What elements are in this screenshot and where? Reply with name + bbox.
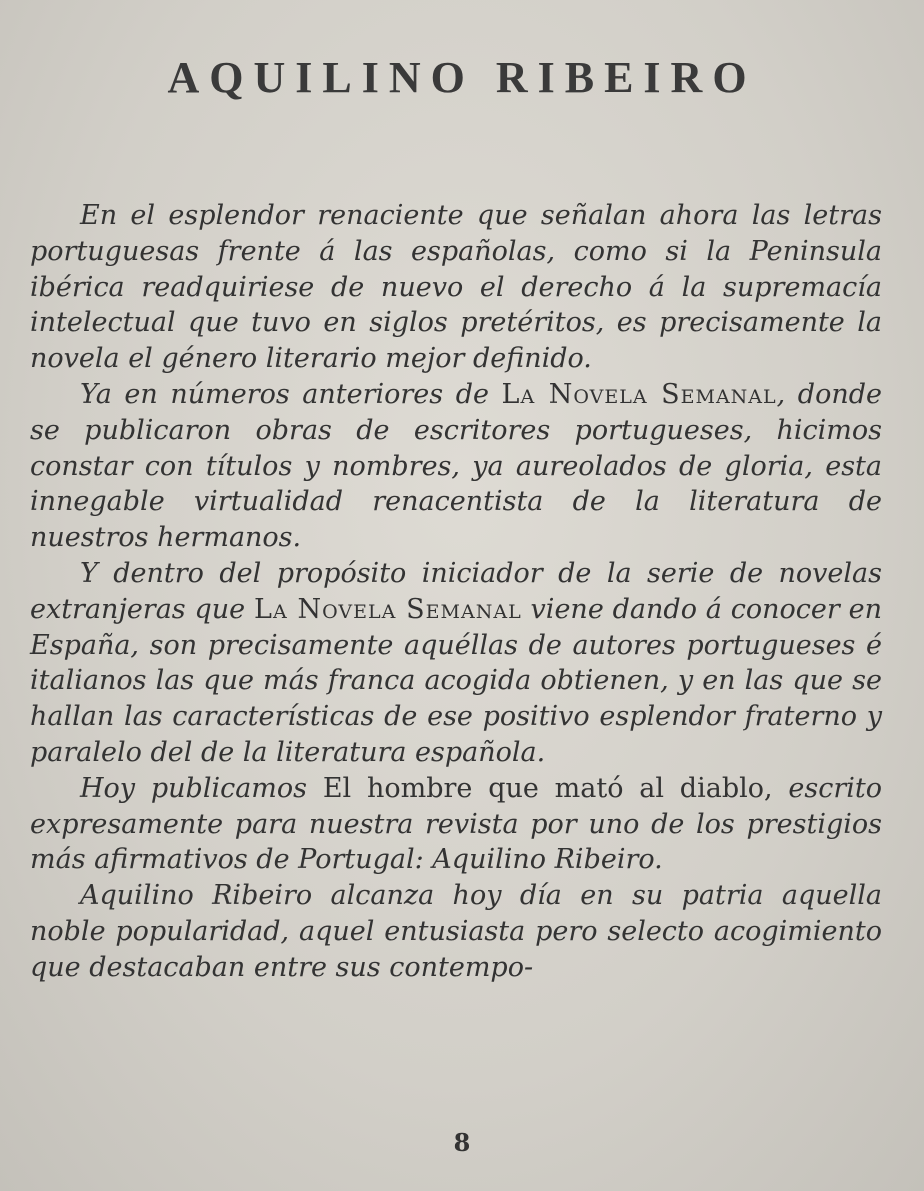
paragraph-4-rest: escrito expresamente para nuestra revista por uno de los prestigios más afirmativos de Portugal: Aquilino Ribeiro. bbox=[30, 772, 882, 876]
paragraph-3 bbox=[30, 556, 882, 771]
paragraph-5-text: Aquilino Ribeiro alcanza hoy día en su patria aquella noble popularidad, aquel entusiasta pero selecto acogimiento que destacaban entre sus contempo- bbox=[30, 880, 882, 983]
magazine-name: La Novela Semanal bbox=[254, 593, 522, 625]
paragraph-4 bbox=[30, 771, 882, 878]
paragraph-3-rest: viene dando á conocer en España, son precisamente aquéllas de autores portugueses é italianos las que más franca acogida obtienen, y en las que se hallan las características de ese positivo esplendor fraterno y paralelo del de la literatura española. bbox=[30, 593, 883, 768]
chapter-title: AQUILINO RIBEIRO bbox=[167, 53, 757, 102]
paragraph-1 bbox=[30, 198, 882, 377]
magazine-name: La Novela Semanal bbox=[501, 378, 777, 410]
page-number: 8 bbox=[453, 1128, 471, 1157]
paragraph-2-lead: Ya en números anteriores de bbox=[80, 378, 502, 410]
paragraph-2 bbox=[30, 377, 882, 556]
paragraph-1-text: En el esplendor renaciente que señalan ahora las letras portuguesas frente á las españolas, como si la Peninsula ibérica readquiriese de nuevo el derecho á la supremacía intelectual que tuvo en siglos pretéritos, es precisamente la novela el género literario mejor definido. bbox=[30, 200, 882, 375]
novel-title: El hombre que mató al diablo, bbox=[322, 772, 773, 804]
paragraph-4-lead: Hoy publicamos bbox=[80, 772, 323, 804]
paragraph-3-lead: Y dentro del propósito iniciador de la serie de novelas extranjeras que bbox=[30, 557, 882, 625]
paragraph-2-rest: , donde se publicaron obras de escritores portugueses, hicimos constar con títulos y nombres, ya aureolados de gloria, esta innegable virtualidad renacentista de la literatura de nuestros hermanos. bbox=[30, 378, 882, 554]
paragraph-5 bbox=[30, 878, 882, 985]
body-text bbox=[30, 198, 882, 986]
